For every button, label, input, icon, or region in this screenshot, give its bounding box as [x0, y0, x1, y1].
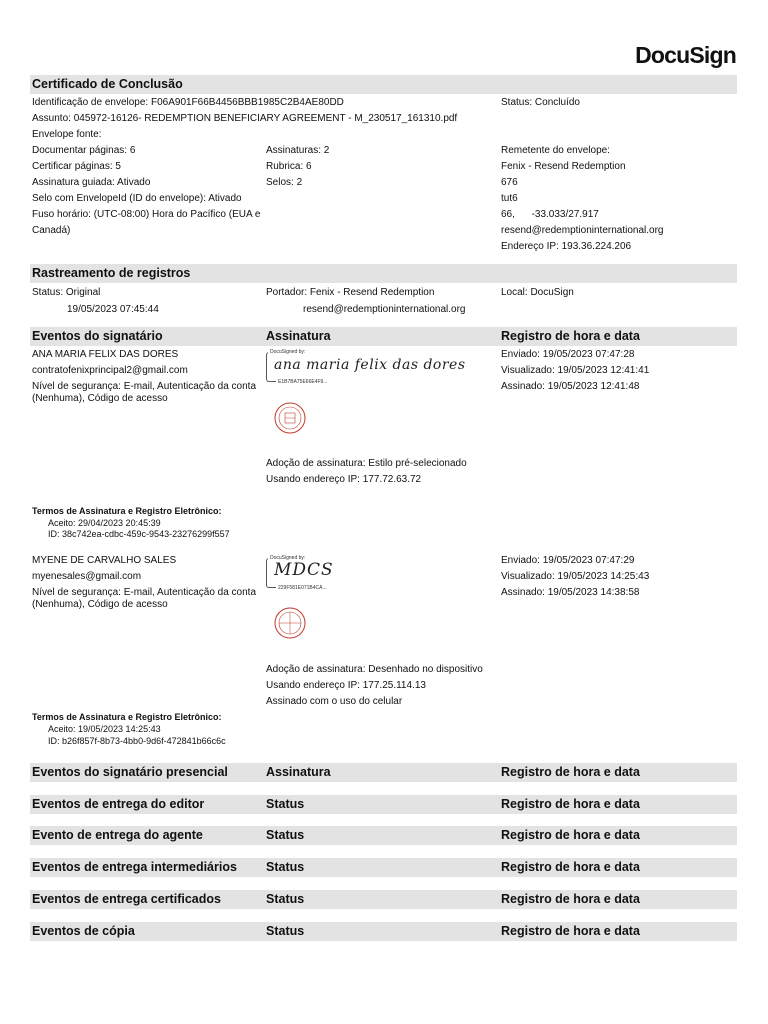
docusign-logo: DocuSign	[635, 42, 736, 68]
sender-address-1: 676	[501, 177, 518, 188]
envelope-id-stamping: Selo com EnvelopeId (ID do envelope): Ativado	[32, 193, 242, 204]
tracking-title: Rastreamento de registros	[32, 266, 191, 280]
in-person-signer-col2: Assinatura	[266, 765, 331, 779]
envelope-source: Envelope fonte:	[32, 129, 102, 140]
tracking-status: Status: Original	[32, 287, 101, 298]
envelope-id: Identificação de envelope: F06A901F66B4456BBB1985C2B4AE80DD	[32, 97, 344, 108]
signer-1-sig-text: ana maria felix das dores	[274, 357, 466, 373]
signer-1-security-cont: (Nenhuma), Código de acesso	[32, 393, 168, 404]
signer-1-ip: Usando endereço IP: 177.72.63.72	[266, 474, 422, 485]
tracking-location: Local: DocuSign	[501, 287, 574, 298]
editor-delivery-col2: Status	[266, 797, 305, 811]
in-person-signer-col3: Registro de hora e data	[501, 765, 640, 779]
signer-1-sent: Enviado: 19/05/2023 07:47:28	[501, 349, 635, 360]
tracking-holder-email: resend@redemptioninternational.org	[303, 304, 466, 315]
certified-delivery-col3: Registro de hora e data	[501, 892, 640, 906]
signer-2-mobile: Assinado com o uso do celular	[266, 696, 403, 707]
signer-1-terms-id: ID: 38c742ea-cdbc-459c-9543-23276299f557	[48, 529, 230, 539]
sender-label: Remetente do envelope:	[501, 145, 610, 156]
sender-address-3: 66, -33.033/27.917	[501, 209, 599, 220]
signer-1-seal-icon	[274, 402, 306, 434]
signer-1-terms-accepted: Aceito: 29/04/2023 20:45:39	[48, 518, 161, 528]
signer-1-adoption: Adoção de assinatura: Estilo pré-selecionado	[266, 458, 467, 469]
carbon-copy-col3: Registro de hora e data	[501, 924, 640, 938]
certified-delivery-col1: Eventos de entrega certificados	[32, 892, 221, 906]
initials-count: Rubrica: 6	[266, 161, 312, 172]
sender-ip: Endereço IP: 193.36.224.206	[501, 241, 632, 252]
agent-delivery-col3: Registro de hora e data	[501, 828, 640, 842]
signer-2-viewed: Visualizado: 19/05/2023 14:25:43	[501, 571, 650, 582]
signer-events-col2: Assinatura	[266, 329, 331, 343]
editor-delivery-col3: Registro de hora e data	[501, 797, 640, 811]
signer-events-col1: Eventos do signatário	[32, 329, 163, 343]
signer-2-terms-title: Termos de Assinatura e Registro Eletrônico:	[32, 712, 222, 722]
editor-delivery-col1: Eventos de entrega do editor	[32, 797, 205, 811]
time-zone: Fuso horário: (UTC-08:00) Hora do Pacífico (EUA e	[32, 209, 261, 220]
certificate-pages: Certificar páginas: 5	[32, 161, 121, 172]
signer-1-email: contratofenixprincipal2@gmail.com	[32, 365, 188, 376]
signer-1-viewed: Visualizado: 19/05/2023 12:41:41	[501, 365, 650, 376]
signer-1-signed: Assinado: 19/05/2023 12:41:48	[501, 381, 640, 392]
signer-events-col3: Registro de hora e data	[501, 329, 640, 343]
signer-2-ip: Usando endereço IP: 177.25.114.13	[266, 680, 426, 691]
certified-delivery-col2: Status	[266, 892, 305, 906]
signer-2-security: Nível de segurança: E-mail, Autenticação da conta	[32, 587, 257, 598]
signer-2-terms-id: ID: b26f857f-8b73-4bb0-9d6f-472841b66c6c	[48, 736, 226, 746]
envelope-subject: Assunto: 045972-16126- REDEMPTION BENEFICIARY AGREEMENT - M_230517_161310.pdf	[32, 113, 458, 124]
signer-1-security: Nível de segurança: E-mail, Autenticação da conta	[32, 381, 257, 392]
signer-2-seal-icon	[274, 607, 306, 639]
carbon-copy-col1: Eventos de cópia	[32, 924, 135, 938]
signatures-count: Assinaturas: 2	[266, 145, 330, 156]
envelope-status: Status: Concluído	[501, 97, 580, 108]
signer-2-signed: Assinado: 19/05/2023 14:38:58	[501, 587, 640, 598]
intermediary-delivery-col3: Registro de hora e data	[501, 860, 640, 874]
signer-2-sig-id: 229F581E071B4CA...	[278, 585, 327, 591]
signer-1-sig-header: DocuSigned by:	[270, 349, 306, 355]
sender-email: resend@redemptioninternational.org	[501, 225, 664, 236]
sender-name: Fenix - Resend Redemption	[501, 161, 626, 172]
guided-signing: Assinatura guiada: Ativado	[32, 177, 151, 188]
document-pages: Documentar páginas: 6	[32, 145, 136, 156]
in-person-signer-col1: Eventos do signatário presencial	[32, 765, 228, 779]
signer-1-sig-id: E1B7BA75E66E4F9...	[278, 379, 328, 385]
signer-2-terms-accepted: Aceito: 19/05/2023 14:25:43	[48, 724, 161, 734]
signer-1-name: ANA MARIA FELIX DAS DORES	[32, 349, 179, 360]
signer-2-adoption: Adoção de assinatura: Desenhado no dispositivo	[266, 664, 483, 675]
agent-delivery-col2: Status	[266, 828, 305, 842]
signer-2-sig-header: DocuSigned by:	[270, 555, 306, 561]
tracking-holder: Portador: Fenix - Resend Redemption	[266, 287, 435, 298]
time-zone-cont: Canadá)	[32, 225, 71, 236]
tracking-date: 19/05/2023 07:45:44	[67, 304, 159, 315]
signer-2-sig-text: MDCS	[274, 560, 334, 580]
signer-1-signature	[266, 349, 466, 389]
signer-2-name: MYENE DE CARVALHO SALES	[32, 555, 177, 566]
intermediary-delivery-col1: Eventos de entrega intermediários	[32, 860, 237, 874]
sender-address-2: tut6	[501, 193, 518, 204]
signer-2-signature	[266, 555, 466, 595]
carbon-copy-col2: Status	[266, 924, 305, 938]
signer-2-security-cont: (Nenhuma), Código de acesso	[32, 599, 168, 610]
signer-2-sent: Enviado: 19/05/2023 07:47:29	[501, 555, 635, 566]
seals-count: Selos: 2	[266, 177, 303, 188]
intermediary-delivery-col2: Status	[266, 860, 305, 874]
signer-1-terms-title: Termos de Assinatura e Registro Eletrônico:	[32, 506, 222, 516]
agent-delivery-col1: Evento de entrega do agente	[32, 828, 203, 842]
certificate-title: Certificado de Conclusão	[32, 77, 183, 91]
signer-2-email: myenesales@gmail.com	[32, 571, 142, 582]
